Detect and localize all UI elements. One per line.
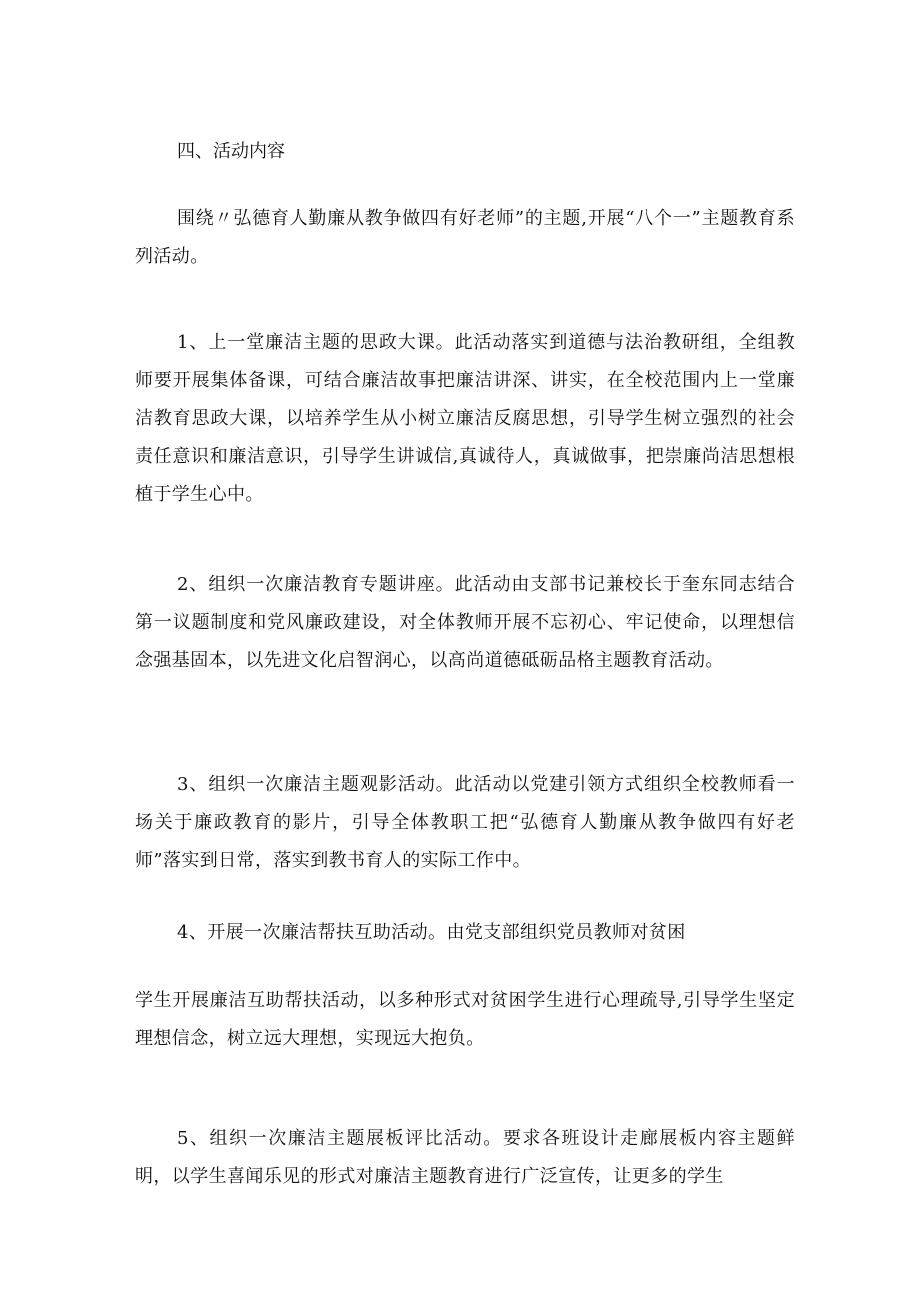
item-4-paragraph-continued: 学生开展廉洁互助帮扶活动，以多种形式对贫困学生进行心理疏导,引导学生坚定理想信念，树立远大理想，实现远大抱负。: [135, 990, 795, 1049]
document-page: [135, 0, 795, 1301]
intro-paragraph: 围绕〃弘德育人勤廉从教争做四有好老师”的主题,开展“八个一”主题教育系列活动。: [135, 208, 795, 267]
item-5-paragraph: 5、组织一次廉洁主题展板评比活动。要求各班设计走廊展板内容主题鲜明，以学生喜闻乐见的形式对廉洁主题教育进行广泛宣传，让更多的学生: [135, 1128, 795, 1187]
item-3-paragraph: 3、组织一次廉洁主题观影活动。此活动以党建引领方式组织全校教师看一场关于廉政教育的影片，引导全体教职工把“弘德育人勤廉从教争做四有好老师”落实到日常，落实到教书育人的实际工作中。: [135, 774, 795, 871]
item-2-paragraph: 2、组织一次廉洁教育专题讲座。此活动由支部书记兼校长于奎东同志结合第一议题制度和党风廉政建设，对全体教师开展不忘初心、牢记使命，以理想信念强基固本，以先进文化启智润心，以高尚道德砥砺品格主题教育活动。: [135, 574, 795, 671]
section-heading: 四、活动内容: [177, 141, 285, 162]
item-1-paragraph: 1、上一堂廉洁主题的思政大课。此活动落实到道德与法治教研组，全组教师要开展集体备课，可结合廉洁故事把廉洁讲深、讲实，在全校范围内上一堂廉洁教育思政大课，以培养学生从小树立廉洁反腐思想，引导学生树立强烈的社会责任意识和廉洁意识，引导学生讲诚信,真诚待人，真诚做事，把崇廉尚洁思想根植于学生心中。: [135, 332, 795, 505]
item-4-paragraph-start: 4、开展一次廉洁帮扶互助活动。由党支部组织党员教师对贫困: [177, 922, 686, 943]
